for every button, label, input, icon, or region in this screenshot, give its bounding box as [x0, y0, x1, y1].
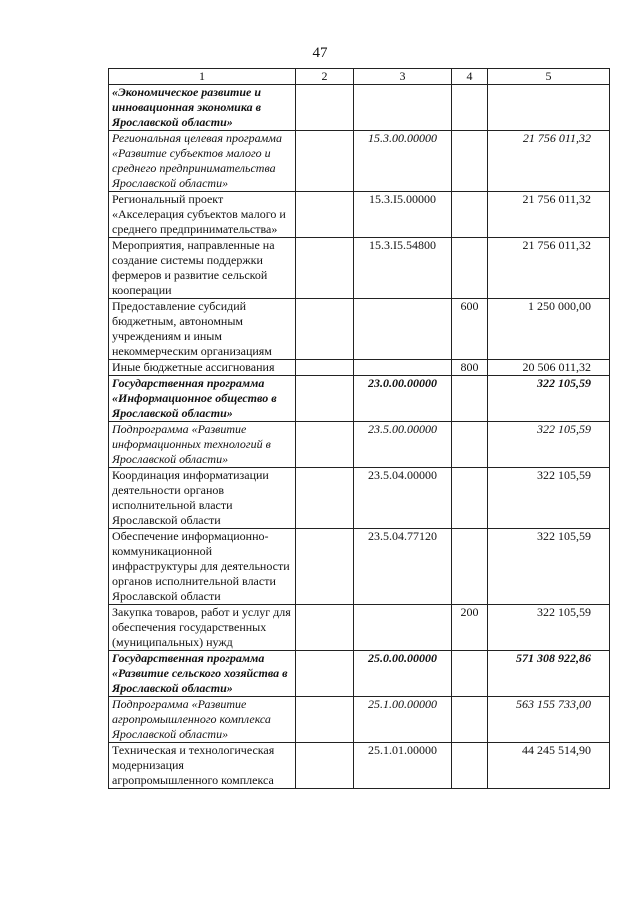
row-expense-type-cell: 600: [452, 299, 488, 360]
row-amount-cell: 20 506 011,32: [488, 360, 610, 376]
row-expense-type-cell: 800: [452, 360, 488, 376]
table-row: [109, 192, 610, 238]
row-section-cell: [296, 238, 354, 299]
row-section-cell: [296, 529, 354, 605]
row-amount-cell: 322 105,59: [488, 529, 610, 605]
row-code-cell: 23.0.00.00000: [354, 376, 452, 422]
row-expense-type-cell: [452, 131, 488, 192]
row-name-cell: Предоставление субсидий бюджетным, автономным учреждениям и иным некоммерческим организациям: [109, 299, 296, 360]
row-section-cell: [296, 192, 354, 238]
table-row: [109, 299, 610, 360]
row-code-cell: [354, 605, 452, 651]
table-row: [109, 376, 610, 422]
column-header-4: 4: [452, 69, 488, 85]
row-section-cell: [296, 743, 354, 789]
row-amount-cell: 563 155 733,00: [488, 697, 610, 743]
row-expense-type-cell: [452, 238, 488, 299]
row-section-cell: [296, 376, 354, 422]
row-amount-cell: 571 308 922,86: [488, 651, 610, 697]
row-code-cell: 23.5.00.00000: [354, 422, 452, 468]
row-code-cell: 15.3.I5.00000: [354, 192, 452, 238]
row-name-cell: Координация информатизации деятельности органов исполнительной власти Ярославской области: [109, 468, 296, 529]
column-header-1: 1: [109, 69, 296, 85]
row-name-cell: Региональный проект «Акселерация субъектов малого и среднего предпринимательства»: [109, 192, 296, 238]
table-row: [109, 743, 610, 789]
row-section-cell: [296, 299, 354, 360]
row-section-cell: [296, 697, 354, 743]
row-name-cell: Закупка товаров, работ и услуг для обеспечения государственных (муниципальных) нужд: [109, 605, 296, 651]
row-name-cell: Техническая и технологическая модернизация агропромышленного комплекса: [109, 743, 296, 789]
row-amount-cell: 21 756 011,32: [488, 192, 610, 238]
row-section-cell: [296, 605, 354, 651]
row-code-cell: [354, 85, 452, 131]
row-expense-type-cell: [452, 529, 488, 605]
row-section-cell: [296, 85, 354, 131]
row-amount-cell: 322 105,59: [488, 605, 610, 651]
row-expense-type-cell: [452, 468, 488, 529]
table-row: [109, 468, 610, 529]
row-name-cell: Подпрограмма «Развитие информационных технологий в Ярославской области»: [109, 422, 296, 468]
budget-table: [108, 68, 610, 789]
table-row: [109, 605, 610, 651]
row-name-cell: Мероприятия, направленные на создание системы поддержки фермеров и развитие сельской кооперации: [109, 238, 296, 299]
row-name-cell: Государственная программа «Информационное общество в Ярославской области»: [109, 376, 296, 422]
row-code-cell: 25.1.01.00000: [354, 743, 452, 789]
row-expense-type-cell: 200: [452, 605, 488, 651]
row-amount-cell: 21 756 011,32: [488, 131, 610, 192]
table-row: [109, 238, 610, 299]
row-expense-type-cell: [452, 192, 488, 238]
row-section-cell: [296, 422, 354, 468]
table-row: [109, 360, 610, 376]
column-header-5: 5: [488, 69, 610, 85]
row-code-cell: 23.5.04.77120: [354, 529, 452, 605]
table-row: [109, 85, 610, 131]
table-row: [109, 651, 610, 697]
row-amount-cell: 322 105,59: [488, 376, 610, 422]
table-row: [109, 131, 610, 192]
column-header-3: 3: [354, 69, 452, 85]
row-expense-type-cell: [452, 651, 488, 697]
row-code-cell: [354, 299, 452, 360]
row-name-cell: Региональная целевая программа «Развитие субъектов малого и среднего предпринимательства Ярославской области»: [109, 131, 296, 192]
row-expense-type-cell: [452, 743, 488, 789]
row-expense-type-cell: [452, 376, 488, 422]
row-code-cell: [354, 360, 452, 376]
table-row: [109, 529, 610, 605]
row-expense-type-cell: [452, 422, 488, 468]
row-section-cell: [296, 131, 354, 192]
row-expense-type-cell: [452, 85, 488, 131]
row-section-cell: [296, 468, 354, 529]
row-amount-cell: [488, 85, 610, 131]
table-row: [109, 422, 610, 468]
row-amount-cell: 21 756 011,32: [488, 238, 610, 299]
table-header-row: [109, 69, 610, 85]
row-code-cell: 25.0.00.00000: [354, 651, 452, 697]
row-amount-cell: 44 245 514,90: [488, 743, 610, 789]
row-section-cell: [296, 651, 354, 697]
row-name-cell: Обеспечение информационно-коммуникационной инфраструктуры для деятельности органов исполнительной власти Ярославской области: [109, 529, 296, 605]
row-expense-type-cell: [452, 697, 488, 743]
row-section-cell: [296, 360, 354, 376]
row-code-cell: 25.1.00.00000: [354, 697, 452, 743]
row-code-cell: 15.3.00.00000: [354, 131, 452, 192]
table-row: [109, 697, 610, 743]
column-header-2: 2: [296, 69, 354, 85]
row-name-cell: Иные бюджетные ассигнования: [109, 360, 296, 376]
row-code-cell: 23.5.04.00000: [354, 468, 452, 529]
row-amount-cell: 322 105,59: [488, 468, 610, 529]
row-name-cell: «Экономическое развитие и инновационная экономика в Ярославской области»: [109, 85, 296, 131]
page-number: 47: [312, 45, 328, 61]
row-amount-cell: 322 105,59: [488, 422, 610, 468]
row-name-cell: Государственная программа «Развитие сельского хозяйства в Ярославской области»: [109, 651, 296, 697]
row-name-cell: Подпрограмма «Развитие агропромышленного комплекса Ярославской области»: [109, 697, 296, 743]
row-amount-cell: 1 250 000,00: [488, 299, 610, 360]
row-code-cell: 15.3.I5.54800: [354, 238, 452, 299]
